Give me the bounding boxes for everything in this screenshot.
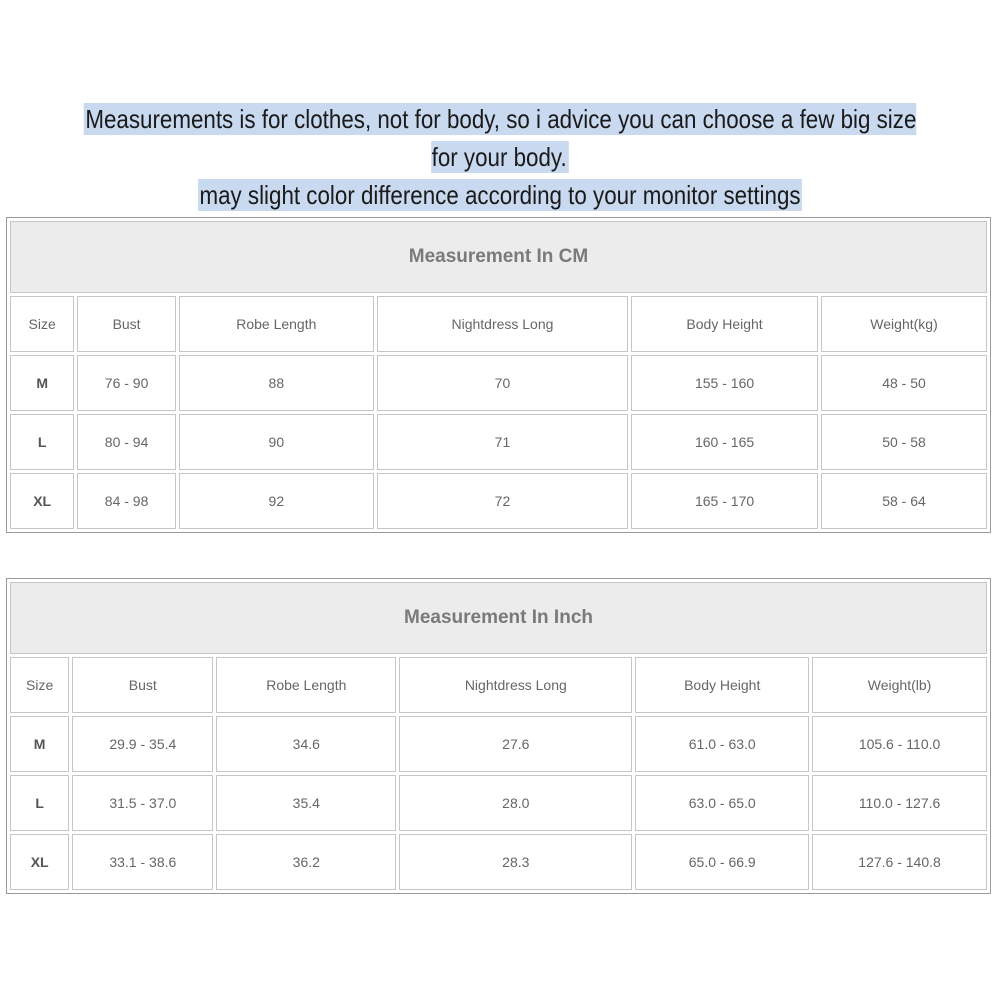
table-row [10,834,987,890]
cell-nightdress-long: 28.3 [399,834,632,890]
cell-size: M [10,355,74,411]
header-robe-length: Robe Length [179,296,374,352]
table-title-row [10,221,987,293]
header-bust: Bust [77,296,176,352]
cell-nightdress-long: 72 [377,473,628,529]
cell-robe-length: 35.4 [216,775,396,831]
table-header-row [10,657,987,713]
measurement-table-inch [6,578,991,894]
cell-bust: 84 - 98 [77,473,176,529]
table-title: Measurement In Inch [10,582,987,654]
header-size: Size [10,657,69,713]
table-title-row [10,582,987,654]
cell-body-height: 63.0 - 65.0 [635,775,809,831]
header-robe-length: Robe Length [216,657,396,713]
cell-body-height: 165 - 170 [631,473,818,529]
notice-line-2: may slight color difference according to your monitor settings [199,180,801,210]
header-size: Size [10,296,74,352]
table-row [10,716,987,772]
cell-size: XL [10,834,69,890]
size-notice [70,100,930,214]
cell-body-height: 65.0 - 66.9 [635,834,809,890]
cell-robe-length: 88 [179,355,374,411]
cell-bust: 29.9 - 35.4 [72,716,213,772]
cell-body-height: 155 - 160 [631,355,818,411]
cell-size: L [10,775,69,831]
cell-weight: 50 - 58 [821,414,987,470]
table-title: Measurement In CM [10,221,987,293]
cell-bust: 33.1 - 38.6 [72,834,213,890]
header-bust: Bust [72,657,213,713]
header-weight: Weight(lb) [812,657,987,713]
cell-weight: 58 - 64 [821,473,987,529]
measurement-table-cm [6,217,991,533]
header-nightdress-long: Nightdress Long [377,296,628,352]
cell-size: XL [10,473,74,529]
cell-size: M [10,716,69,772]
cell-weight: 127.6 - 140.8 [812,834,987,890]
cell-bust: 31.5 - 37.0 [72,775,213,831]
header-body-height: Body Height [631,296,818,352]
cell-weight: 110.0 - 127.6 [812,775,987,831]
cell-robe-length: 36.2 [216,834,396,890]
notice-line-1: Measurements is for clothes, not for body, so i advice you can choose a few big size for your body. [85,104,917,172]
cell-bust: 80 - 94 [77,414,176,470]
cell-weight: 48 - 50 [821,355,987,411]
cell-weight: 105.6 - 110.0 [812,716,987,772]
header-nightdress-long: Nightdress Long [399,657,632,713]
table-row [10,355,987,411]
cell-robe-length: 34.6 [216,716,396,772]
table-row [10,775,987,831]
table-row [10,414,987,470]
cell-nightdress-long: 28.0 [399,775,632,831]
cell-nightdress-long: 27.6 [399,716,632,772]
table-header-row [10,296,987,352]
table-row [10,473,987,529]
header-body-height: Body Height [635,657,809,713]
cell-nightdress-long: 71 [377,414,628,470]
cell-size: L [10,414,74,470]
cell-bust: 76 - 90 [77,355,176,411]
cell-body-height: 160 - 165 [631,414,818,470]
cell-robe-length: 90 [179,414,374,470]
cell-body-height: 61.0 - 63.0 [635,716,809,772]
header-weight: Weight(kg) [821,296,987,352]
cell-nightdress-long: 70 [377,355,628,411]
cell-robe-length: 92 [179,473,374,529]
